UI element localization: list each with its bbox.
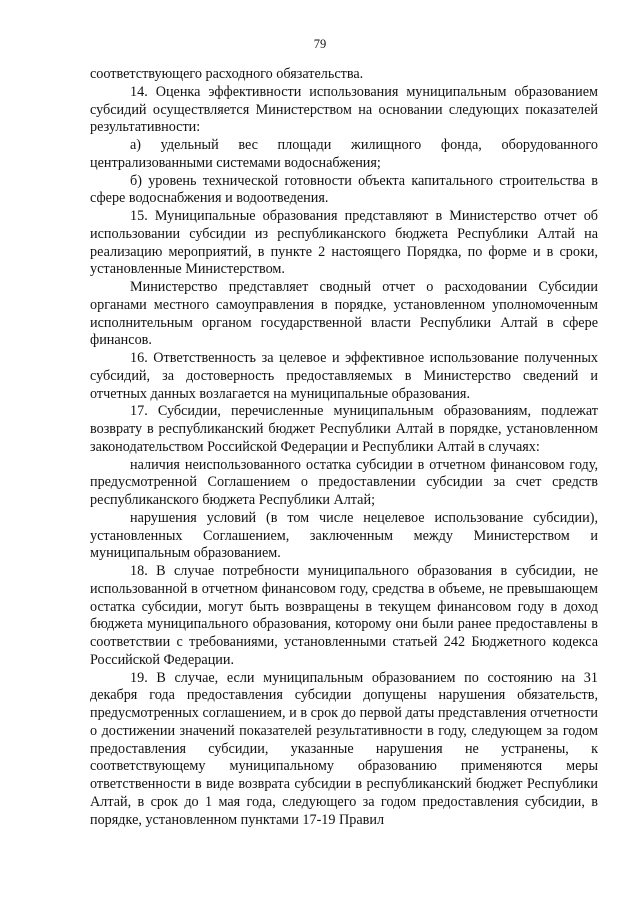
paragraph-clause-14: 14. Оценка эффективности использования муниципальным образованием субсидий осуществляется Министерством на основании следующих показателей результативности: bbox=[90, 83, 598, 136]
page-number: 79 bbox=[313, 37, 327, 51]
paragraph-clause-16: 16. Ответственность за целевое и эффективное использование полученных субсидий, за достоверность предоставляемых в Министерство сведений и отчетных данных возлагается на муниципальные образования. bbox=[90, 350, 598, 402]
paragraph-item-b: б) уровень технической готовности объекта капитального строительства в сфере водоснабжения и водоотведения. bbox=[90, 172, 598, 207]
paragraph-clause-18: 18. В случае потребности муниципального образования в субсидии, не использованной в отчетном финансовом году, средства в объеме, не превышающем остатка субсидии, могут быть возвращены в текущем финансовом году в доход бюджета муниципального образования, которому они были ранее предоставлены в соответствии с требованиями, установленными статьей 242 Бюджетного кодекса Российской Федерации. bbox=[90, 563, 598, 668]
paragraph-continuation: соответствующего расходного обязательства. bbox=[90, 66, 364, 82]
paragraph-clause-19: 19. В случае, если муниципальным образованием по состоянию на 31 декабря года предоставления субсидии допущены нарушения обязательств, предусмотренных соглашением, и в срок до первой даты представления отчетности о достижении значений показателей результативности в году, следующем за годом предоставления субсидии, указанные нарушения не устранены, к соответствующему муниципальному образованию применяются меры ответственности в виде возврата субсидии в республиканский бюджет Республики Алтай, в срок до 1 мая года, следующего за годом предоставления субсидии, в порядке, установленном пунктами 17-19 Правил bbox=[90, 669, 598, 828]
paragraph-case-unused-balance: наличия неиспользованного остатка субсидии в отчетном финансовом году, предусмотренной Соглашением о предоставлении субсидии за счет средств республиканского бюджета Республики Алтай; bbox=[90, 456, 598, 508]
paragraph-ministry-report: Министерство представляет сводный отчет о расходовании Субсидии органами местного самоуправления в порядке, установленном уполномоченным исполнительным органом государственной власти Республики Алтай в сфере финансов. bbox=[90, 279, 598, 349]
document-body bbox=[90, 66, 598, 829]
paragraph-clause-15: 15. Муниципальные образования представляют в Министерство отчет об использовании субсидии из республиканского бюджета Республики Алтай на реализацию мероприятий, в пункте 2 настоящего Порядка, по форме и в сроки, установленные Министерством. bbox=[90, 208, 598, 278]
paragraph-item-a: а) удельный вес площади жилищного фонда, оборудованного централизованными системами водоснабжения; bbox=[90, 137, 598, 171]
paragraph-case-violation: нарушения условий (в том числе нецелевое использование субсидии), установленных Соглашением, заключенным между Министерством и муниципальным образованием. bbox=[90, 509, 598, 562]
paragraph-clause-17: 17. Субсидии, перечисленные муниципальным образованиям, подлежат возврату в республиканский бюджет Республики Алтай в порядке, установленном законодательством Российской Федерации и Республики Алтай в случаях: bbox=[90, 403, 598, 455]
